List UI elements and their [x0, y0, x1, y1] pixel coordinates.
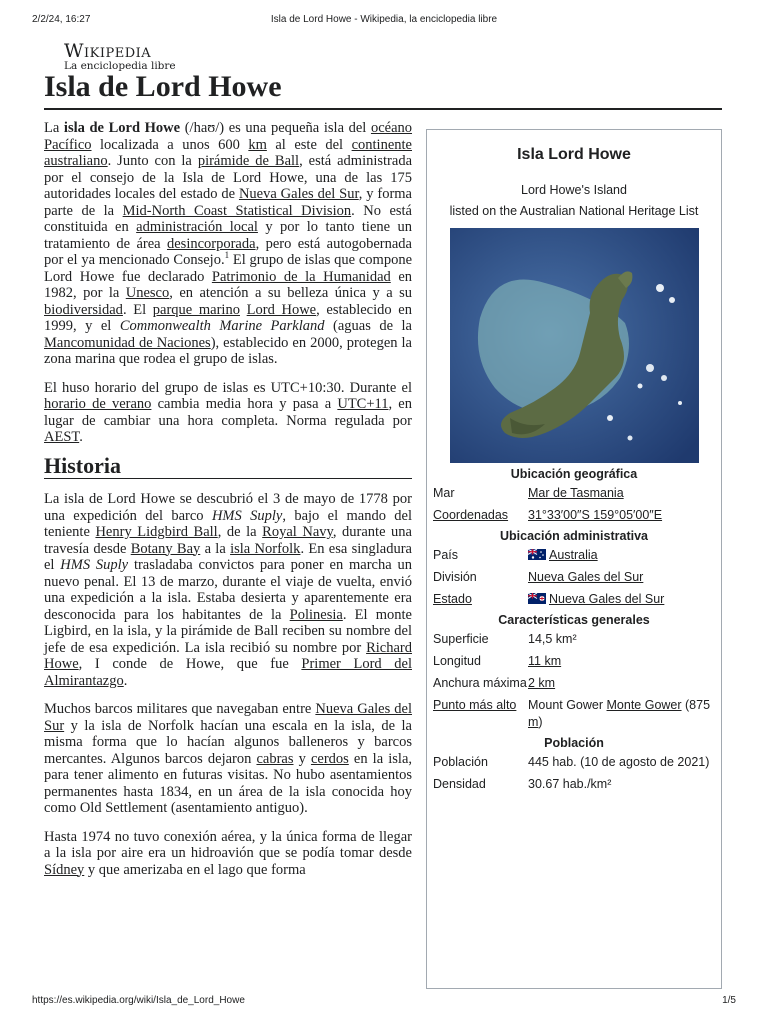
link-punto-mas-alto[interactable]: Punto más alto — [433, 698, 517, 712]
australia-flag-icon — [528, 549, 546, 560]
link-cerdos[interactable]: cerdos — [310, 750, 349, 767]
link-patrimonio[interactable]: Patrimonio de la Humanidad — [211, 268, 391, 285]
row-punto-mas-alto: Punto más alto Mount Gower Monte Gower (875 m) — [433, 698, 711, 729]
print-page-number: 1/5 — [722, 995, 736, 1006]
print-url: https://es.wikipedia.org/wiki/Isla_de_Lord_Howe — [32, 995, 245, 1006]
link-longitud[interactable]: 11 km — [528, 654, 562, 668]
footnote-ref[interactable]: 1 — [224, 250, 230, 261]
section-poblacion: Población — [544, 736, 604, 750]
link-nueva-gales-estado[interactable]: Nueva Gales del Sur — [549, 592, 665, 606]
infobox — [426, 129, 722, 989]
link-administracion-local[interactable]: administración local — [136, 219, 258, 235]
logo-tagline: La enciclopedia libre — [64, 60, 176, 72]
page-title: Isla de Lord Howe — [44, 70, 282, 103]
link-botany-bay[interactable]: Botany Bay — [130, 540, 201, 557]
section-ubicacion-geografica: Ubicación geográfica — [510, 467, 638, 481]
link-anchura[interactable]: 2 km — [528, 676, 556, 690]
link-estado[interactable]: Estado — [433, 592, 472, 606]
link-aest[interactable]: AEST — [44, 429, 80, 445]
row-anchura: Anchura máxima 2 km — [433, 676, 556, 690]
link-monte-gower[interactable]: Monte Gower — [606, 698, 682, 712]
link-km[interactable]: km — [248, 136, 267, 153]
link-piramide-de-ball[interactable]: pirámide de Ball — [197, 153, 300, 169]
row-poblacion: Población 445 hab. (10 de agosto de 2021) — [433, 755, 710, 769]
link-lord-howe[interactable]: Lord Howe — [246, 301, 317, 318]
link-desincorporada[interactable]: desincorporada — [166, 235, 256, 252]
paragraph-huso: El huso horario del grupo de islas es UTC+10:30. Durante el horario de verano cambia media hora y pasa a UTC+11, en lugar de cambiar una hora completa. Norma regulada por AEST. — [44, 379, 412, 445]
row-estado — [427, 591, 721, 608]
section-ubicacion-administrativa: Ubicación administrativa — [500, 529, 648, 543]
row-superficie: Superficie 14,5 km² — [433, 632, 577, 646]
row-longitud: Longitud 11 km — [433, 654, 562, 668]
wikipedia-logo[interactable] — [64, 40, 151, 62]
logo-wordmark: Wikipedia — [64, 40, 152, 62]
row-densidad: Densidad 30.67 hab./km² — [433, 777, 612, 791]
link-horario-verano[interactable]: horario de verano — [44, 396, 152, 412]
link-cabras[interactable]: cabras — [256, 750, 294, 767]
section-heading-historia: Historia — [44, 458, 412, 480]
infobox-caption — [427, 180, 721, 222]
link-royal-navy[interactable]: Royal Navy — [262, 524, 333, 540]
link-metro[interactable]: m — [528, 715, 539, 729]
article-body — [44, 120, 412, 890]
row-mar: Mar Mar de Tasmania — [433, 486, 624, 500]
link-parque-marino[interactable]: parque marino — [152, 301, 240, 318]
infobox-caption-line2: listed on the Australian National Heritage List — [449, 204, 699, 218]
row-coordenadas — [427, 507, 721, 524]
link-australia[interactable]: Australia — [549, 548, 598, 562]
link-nueva-gales-2[interactable]: Nueva Gales del Sur — [44, 701, 412, 734]
nsw-flag-icon — [528, 593, 546, 604]
link-primer-lord[interactable]: Primer Lord del Almirantazgo — [44, 656, 412, 689]
section-caracteristicas: Características generales — [498, 613, 650, 627]
print-title: Isla de Lord Howe - Wikipedia, la enciclopedia libre — [270, 14, 498, 25]
link-isla-norfolk[interactable]: isla Norfolk — [230, 540, 301, 557]
link-utc11[interactable]: UTC+11 — [337, 396, 389, 412]
link-sidney[interactable]: Sídney — [44, 861, 85, 878]
link-division[interactable]: Nueva Gales del Sur — [528, 570, 644, 584]
paragraph-historia-2: Muchos barcos militares que navegaban entre Nueva Gales del Sur y la isla de Norfolk hacían una escala en la isla, de la misma forma que lo hacían algunos balleneros y barcos mercantes. Algunos barcos dejaron cabras y cerdos en la isla, para tener alimento en futuras visitas. No hubo asentamientos permanentes hasta 1834, en un área de la isla conocida hoy como Old Settlement (asentamiento antiguo). — [44, 701, 413, 816]
link-mancomunidad[interactable]: Mancomunidad de Naciones — [44, 334, 211, 351]
infobox-title: Isla Lord Howe — [517, 146, 631, 163]
paragraph-intro: La isla de Lord Howe (/haʊ/) es una pequeña isla del océano Pacífico localizada a unos 600 km al este del continente australiano. Junto con la pirámide de Ball, está administrada por el consejo de la Isla de Lord Howe, una de las 175 autoridades locales del estado de Nueva Gales del Sur, y forma parte de la Mid-North Coast Statistical Division. No está constituida en administración local y por lo tanto tiene un tratamiento de área desincorporada, pero está autogobernada por el ya mencionado Consejo.$^1$ El grupo de islas que compone Lord Howe fue declarado Patrimonio de la Humanidad en 1982, por la Unesco, en atención a su belleza única y a su biodiversidad. El parque marino Lord Howe, establecido en 1999, y el Commonwealth Marine Parkland (aguas de la Mancomunidad de Naciones), establecido en 2000, protegen la zona marina que rodea el grupo de islas. — [44, 120, 413, 367]
title-divider — [44, 108, 722, 110]
paragraph-historia-1: La isla de Lord Howe se descubrió el 3 de mayo de 1778 por una expedición del barco HMS Suply, bajo el mando del teniente Henry Lidgbird Ball, de la Royal Navy, durante una travesía desde Botany Bay a la isla Norfolk. En esa singladura el HMS Suply trasladaba convictos para poner en marcha un nuevo penal. El 13 de marzo, durante el viaje de vuelta, envió una expedición a la isla. Estaba desierta y aparentemente era desconocida para los habitantes de la Polinesia. El monte Ligbird, en la isla, y la pirámide de Ball reciben su nombre del jefe de esa expedición. La isla recibió su nombre por Richard Howe, I conde de Howe, que fue Primer Lord del Almirantazgo. — [44, 491, 413, 689]
link-coordinates-value[interactable]: 31°33′00″S 159°05′00″E — [528, 508, 663, 522]
link-richard-howe[interactable]: Richard Howe — [44, 639, 412, 672]
link-biodiversidad[interactable]: biodiversidad — [44, 301, 123, 318]
link-mid-north-coast[interactable]: Mid-North Coast Statistical Division — [122, 202, 352, 219]
link-mar-de-tasmania[interactable]: Mar de Tasmania — [528, 486, 624, 500]
link-continente-australiano[interactable]: continente australiano — [44, 136, 412, 169]
row-pais: País Australia — [433, 548, 598, 562]
island-satellite-image[interactable] — [450, 228, 699, 463]
link-polinesia[interactable]: Polinesia — [289, 606, 343, 623]
row-division: División Nueva Gales del Sur — [433, 570, 644, 584]
link-nueva-gales-del-sur[interactable]: Nueva Gales del Sur — [238, 186, 359, 202]
link-coordenadas[interactable]: Coordenadas — [433, 508, 509, 522]
link-unesco[interactable]: Unesco — [125, 285, 170, 301]
print-date: 2/2/24, 16:27 — [32, 14, 91, 25]
infobox-caption-line1: Lord Howe's Island — [521, 183, 627, 197]
link-henry-ball[interactable]: Henry Lidgbird Ball — [95, 524, 218, 540]
paragraph-historia-3: Hasta 1974 no tuvo conexión aérea, y la única forma de llegar a la isla por aire era un hidroavión que se podía tomar desde Sídney y que amerizaba en el lago que forma — [44, 828, 412, 878]
link-oceano-pacifico[interactable]: océano Pacífico — [44, 120, 413, 153]
